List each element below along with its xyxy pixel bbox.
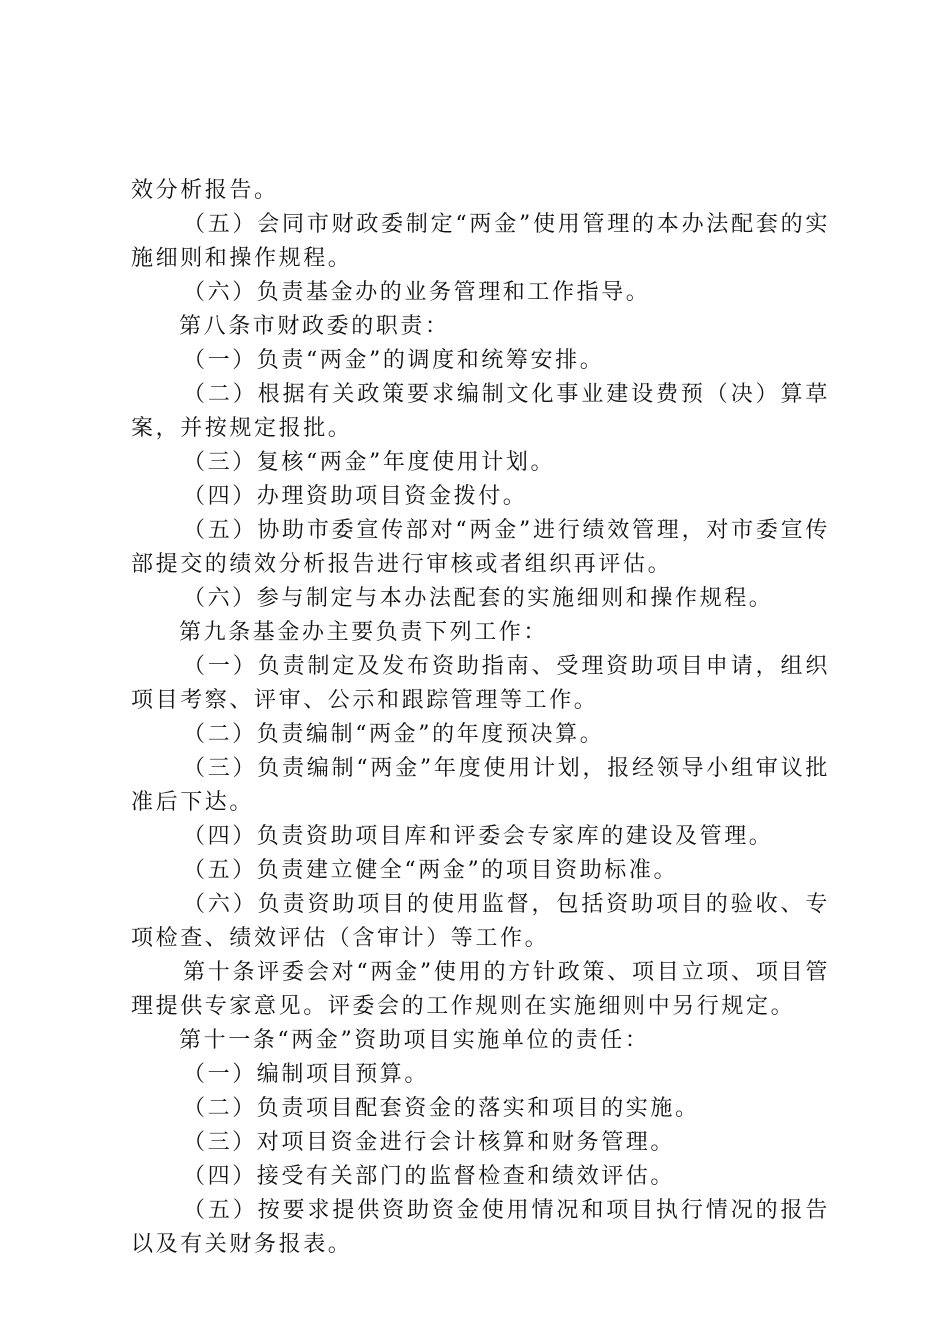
paragraph-item: （三）复核“两金”年度使用计划。 (183, 450, 556, 475)
paragraph-item: （四）负责资助项目库和评委会专家库的建设及管理。 (183, 824, 774, 849)
paragraph-item: （五）按要求提供资助资金使用情况和项目执行情况的报告以及有关财务报表。 (131, 1198, 830, 1257)
paragraph-article-heading: 第十一条“两金”资助项目实施单位的责任： (179, 1028, 650, 1053)
paragraph-article-heading: 第十条评委会对“两金”使用的方针政策、项目立项、项目管理提供专家意见。评委会的工作规则在实施细则中另行规定。 (131, 960, 830, 1019)
paragraph-item: （五）会同市财政委制定“两金”使用管理的本办法配套的实施细则和操作规程。 (131, 212, 830, 271)
paragraph-item: （三）负责编制“两金”年度使用计划，报经领导小组审议批准后下达。 (131, 756, 830, 815)
paragraph-continuation: 效分析报告。 (131, 178, 279, 203)
paragraph-item: （二）根据有关政策要求编制文化事业建设费预（决）算草案，并按规定报批。 (131, 382, 830, 441)
paragraph-article-heading: 第八条市财政委的职责： (179, 314, 450, 339)
paragraph-article-heading: 第九条基金办主要负责下列工作： (179, 620, 549, 645)
paragraph-item: （三）对项目资金进行会计核算和财务管理。 (183, 1130, 676, 1155)
paragraph-item: （二）负责项目配套资金的落实和项目的实施。 (183, 1096, 700, 1121)
paragraph-item: （六）参与制定与本办法配套的实施细则和操作规程。 (183, 586, 774, 611)
paragraph-item: （五）协助市委宣传部对“两金”进行绩效管理，对市委宣传部提交的绩效分析报告进行审核或者组织再评估。 (131, 518, 830, 577)
paragraph-item: （一）负责制定及发布资助指南、受理资助项目申请，组织项目考察、评审、公示和跟踪管理等工作。 (131, 654, 830, 713)
paragraph-item: （四）接受有关部门的监督检查和绩效评估。 (183, 1164, 676, 1189)
document-body (131, 174, 830, 1262)
paragraph-item: （一）负责“两金”的调度和统筹安排。 (183, 348, 605, 373)
paragraph-item: （六）负责资助项目的使用监督，包括资助项目的验收、专项检查、绩效评估（含审计）等工作。 (131, 892, 830, 951)
paragraph-item: （五）负责建立健全“两金”的项目资助标准。 (183, 858, 679, 883)
paragraph-item: （四）办理资助项目资金拨付。 (183, 484, 528, 509)
paragraph-item: （六）负责基金办的业务管理和工作指导。 (183, 280, 651, 305)
paragraph-item: （二）负责编制“两金”的年度预决算。 (183, 722, 605, 747)
paragraph-item: （一）编制项目预算。 (183, 1062, 430, 1087)
